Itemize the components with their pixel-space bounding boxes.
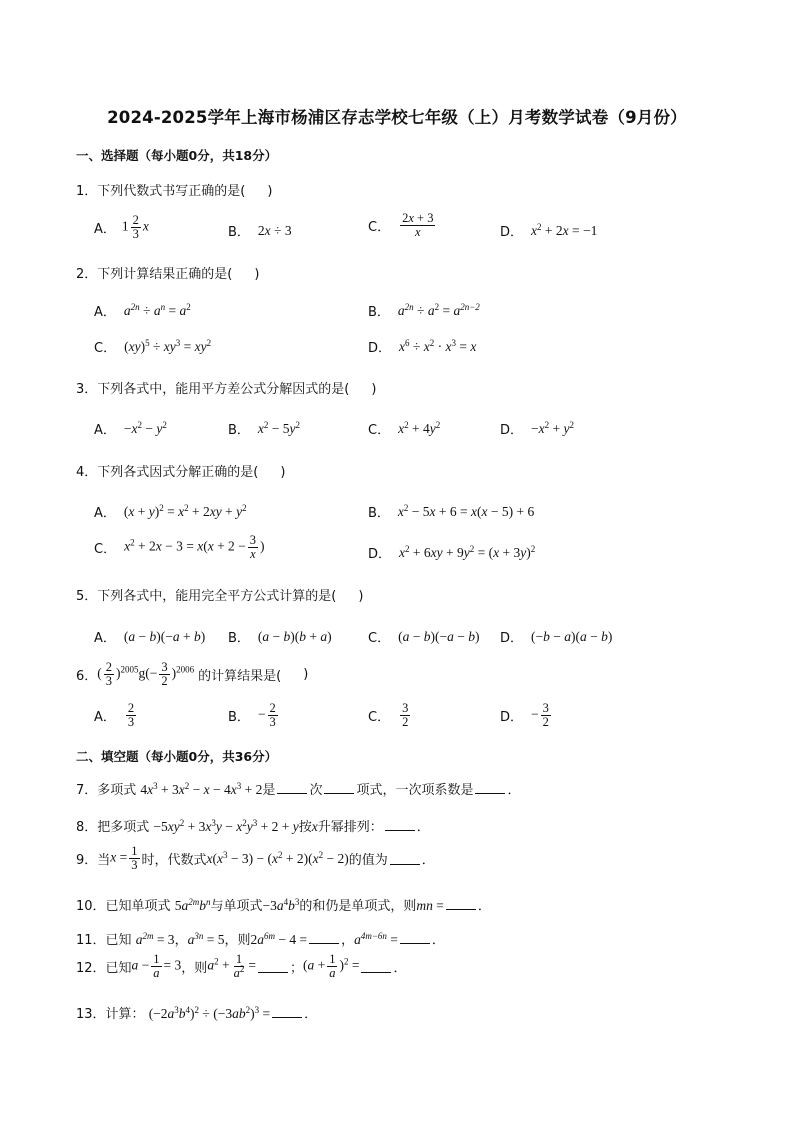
- answer-blank[interactable]: [258, 960, 288, 973]
- answer-blank[interactable]: [385, 818, 415, 831]
- question-6-stem: 的计算结果是(: [198, 669, 282, 685]
- q3-option-b[interactable]: B． $x^2 - 5y^2$: [228, 419, 301, 438]
- question-7: 7．多项式 $4x^3 + 3x^2 - x - 4x^3 + 2$是 次 项式，一次项系数是 ．: [76, 781, 521, 798]
- question-2-stem: 2．下列计算结果正确的是(: [76, 267, 233, 282]
- question-8: 8．把多项式 $-5xy^2 + 3x^3y - x^2y^3 + 2 + y$按x升幂排列： ．: [76, 818, 430, 835]
- q5-option-d[interactable]: D． (−b − a)(a − b): [500, 628, 613, 646]
- q3-option-d[interactable]: D． $-x^2 + y^2$: [500, 419, 575, 438]
- q6-option-c[interactable]: C． $\frac{3}{2}$: [368, 701, 409, 730]
- question-4-stem: 4．下列各式因式分解正确的是(: [76, 465, 259, 480]
- q5-option-a[interactable]: A． (a − b)(−a + b): [94, 628, 206, 646]
- answer-blank[interactable]: [400, 931, 430, 944]
- q1-option-a[interactable]: A． 1 $\frac{2}{3}$ x: [94, 213, 149, 242]
- section-fill-heading: 二、填空题（每小题0分，共36分）: [76, 749, 278, 764]
- question-12: 12．已知 a − $\frac{1}{a}$ = 3 ，则 $a^2$ + $\frac{1}{a^2}$ = ； (a + $\frac{1}{a}$ )$^2$ = ．: [76, 952, 407, 981]
- q1-option-b[interactable]: B． 2x ÷ 3: [228, 222, 292, 240]
- q4-option-a[interactable]: A． $(x + y)^2 = x^2 + 2xy + y^2$: [94, 502, 247, 521]
- q3-option-c[interactable]: C． $x^2 + 4y^2$: [368, 419, 441, 438]
- q1-option-c[interactable]: C． $\frac{2x + 3}{x}$: [368, 211, 434, 240]
- question-1: 1．下列代数式书写正确的是( ): [76, 184, 273, 199]
- q4-option-b[interactable]: B． $x^2 - 5x + 6 = x(x - 5) + 6$: [368, 502, 535, 521]
- answer-blank[interactable]: [309, 931, 339, 944]
- question-6: 6． ( $\frac{2}{3}$ )$^{2005}$g(− $\frac{3}{2}$ )$^{2006}$ 的计算结果是( ): [76, 660, 309, 689]
- question-5: 5．下列各式中，能用完全平方公式计算的是( ): [76, 589, 364, 604]
- question-2: 2．下列计算结果正确的是( ): [76, 267, 260, 282]
- q6-option-d[interactable]: D． − $\frac{3}{2}$: [500, 701, 549, 730]
- q2-option-d[interactable]: D． $x^6 \div x^2 \cdot x^3 = x$: [368, 337, 477, 356]
- question-10: 10．已知单项式 $5a^{2m}b^n$与单项式$-3a^4b^3$的和仍是单项式，则mn = ．: [76, 897, 491, 914]
- answer-blank[interactable]: [446, 897, 476, 910]
- question-9: 9．当 x = $\frac{1}{3}$ 时，代数式 $x(x^3 - 3) - (x^2 + 2)(x^2 - 2)$ 的值为 ．: [76, 844, 435, 873]
- q5-option-b[interactable]: B． (a − b)(b + a): [228, 628, 332, 646]
- section-choice-heading: 一、选择题（每小题0分，共18分）: [76, 148, 278, 163]
- answer-blank[interactable]: [277, 781, 307, 794]
- answer-blank[interactable]: [272, 1005, 302, 1018]
- question-1-stem: 1．下列代数式书写正确的是(: [76, 184, 246, 199]
- q2-option-b[interactable]: B． $a^{2n} \div a^2 = a^{2n-2}$: [368, 301, 480, 320]
- question-13: 13．计算： $(-2a^3b^4)^2 \div (-3ab^2)^3$ = ．: [76, 1005, 318, 1022]
- q6-option-a[interactable]: A． $\frac{2}{3}$: [94, 701, 135, 730]
- q2-option-a[interactable]: A． $a^{2n} \div a^n = a^2$: [94, 301, 191, 320]
- question-3-stem: 3．下列各式中，能用平方差公式分解因式的是(: [76, 382, 350, 397]
- page-title: 2024-2025学年上海市杨浦区存志学校七年级（上）月考数学试卷（9月份）: [107, 108, 687, 127]
- answer-blank[interactable]: [475, 781, 505, 794]
- question-5-stem: 5．下列各式中，能用完全平方公式计算的是(: [76, 589, 337, 604]
- q3-option-a[interactable]: A． $-x^2 - y^2$: [94, 419, 167, 438]
- q1-option-d[interactable]: D． $x^2 + 2x = -1$: [500, 221, 598, 240]
- answer-blank[interactable]: [390, 852, 420, 865]
- q4-option-c[interactable]: C． $x^2 + 2x - 3 = x(x + 2$ − $\frac{3}{x}$ ): [94, 533, 265, 562]
- q6-option-b[interactable]: B． − $\frac{2}{3}$: [228, 701, 276, 730]
- q2-option-c[interactable]: C． $(xy)^5 \div xy^3 = xy^2$: [94, 337, 212, 356]
- question-11: 11．已知 $a^{2m} = 3$，$a^{3n} = 5$，则$2a^{6m} - 4$ = ，$a^{4m-6n}$ = ．: [76, 931, 445, 948]
- question-3: 3．下列各式中，能用平方差公式分解因式的是( ): [76, 382, 377, 397]
- answer-blank[interactable]: [324, 781, 354, 794]
- q4-option-d[interactable]: D． $x^2 + 6xy + 9y^2 = (x + 3y)^2$: [368, 543, 536, 562]
- answer-blank[interactable]: [361, 960, 391, 973]
- question-6-expression: ( $\frac{2}{3}$ )$^{2005}$g(− $\frac{3}{2}$ )$^{2006}$: [97, 660, 195, 689]
- question-4: 4．下列各式因式分解正确的是( ): [76, 465, 286, 480]
- q5-option-c[interactable]: C． (a − b)(−a − b): [368, 628, 480, 646]
